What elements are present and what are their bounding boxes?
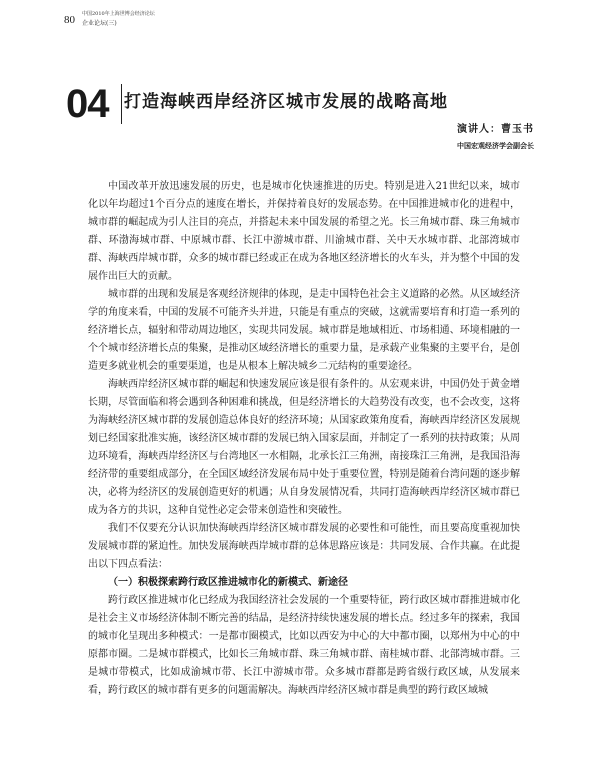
speaker-block <box>457 120 534 151</box>
chapter-number: 04 <box>66 82 109 126</box>
series-subtitle: 企业论坛(三) <box>82 20 117 27</box>
article-body <box>88 178 520 700</box>
chapter-title: 打造海峡西岸经济区城市发展的战略高地 <box>124 92 448 112</box>
body-paragraph: 我们不仅要充分认识加快海峡西岸经济区城市群发展的必要性和可能性，而且要高度重视加快发展城市群的紧迫性。加快发展海峡西岸城市群的总体思路应该是：共同发展、合作共赢。在此提出以下四点看法： <box>88 523 520 570</box>
speaker-name: 演讲人：曹玉书 <box>457 124 534 135</box>
series-title: 中国2010年上海世博会经济论坛 <box>82 11 155 17</box>
speaker-organization: 中国宏观经济学会副会长 <box>457 141 534 150</box>
chapter-divider <box>121 84 122 124</box>
page-number: 80 <box>64 14 75 26</box>
body-paragraph: 城市群的出现和发展是客观经济规律的体现，是走中国特色社会主义道路的必然。从区域经济学的角度来看，中国的发展不可能齐头并进，只能是有重点的突破，这就需要培育和打造一系列的经济增长点，辐射和带动周边地区，实现共同发展。城市群是地域相近、市场相通、环境相融的一个个城市经济增长点的集聚，是推动区域经济增长的重要力量，是承载产业集聚的主要平台，是创造更多就业机会的重要渠道，也是从根本上解决城乡二元结构的重要途径。 <box>88 289 520 372</box>
body-paragraph: 海峡西岸经济区城市群的崛起和快速发展应该是很有条件的。从宏观来讲，中国仍处于黄金增长期，尽管面临和将会遇到各种困难和挑战，但是经济增长的大趋势没有改变，也不会改变，这将为海峡经济区城市群的发展创造总体良好的经济环境；从国家政策角度看，海峡西岸经济区发展规划已经国家批准实施，该经济区城市群的发展已纳入国家层面，并制定了一系列的扶持政策；从周边环境看，海峡西岸经济区与台湾地区一水相隔，北承长江三角洲，南接珠江三角洲，是我国沿海经济带的重要组成部分，在全国区域经济发展布局中处于重要位置，特别是随着台湾问题的逐步解决，必将为经济区的发展创造更好的机遇；从自身发展情况看，共同打造海峡西岸经济区城市群已成为各方的共识，这种自觉性必定会带来创造性和突破性。 <box>88 379 520 516</box>
section-heading: （一）积极探索跨行政区推进城市化的新模式、新途径 <box>108 577 348 588</box>
body-paragraph: 中国改革开放迅速发展的历史，也是城市化快速推进的历史。特别是进入21世纪以来，城市化以年均超过1个百分点的速度在增长，并保持着良好的发展态势。在中国推进城市化的进程中，城市群的崛起成为引人注目的亮点，并搭起未来中国发展的希望之光。长三角城市群、珠三角城市群、环渤海城市群、中原城市群、长江中游城市群、川渝城市群、关中天水城市群、北部湾城市群、海峡西岸城市群，众多的城市群已经或正在成为各地区经济增长的火车头，并为整个中国的发展作出巨大的贡献。 <box>88 181 520 282</box>
body-paragraph: 跨行政区推进城市化已经成为我国经济社会发展的一个重要特征，跨行政区城市群推进城市化是社会主义市场经济体制不断完善的结晶，是经济持续快速发展的增长点。经过多年的探索，我国的城市化呈现出多种模式：一是都市圈模式，比如以西安为中心的大中都市圈，以郑州为中心的中原都市圈。二是城市群模式，比如长三角城市群、珠三角城市群、南桂城市群、北部湾城市群。三是城市带模式，比如成渝城市带、长江中游城市带。众多城市群都是跨省级行政区域，从发展来看，跨行政区的城市群有更多的问题需解决。海峡西岸经济区城市群是典型的跨行政区域城 <box>88 595 520 696</box>
